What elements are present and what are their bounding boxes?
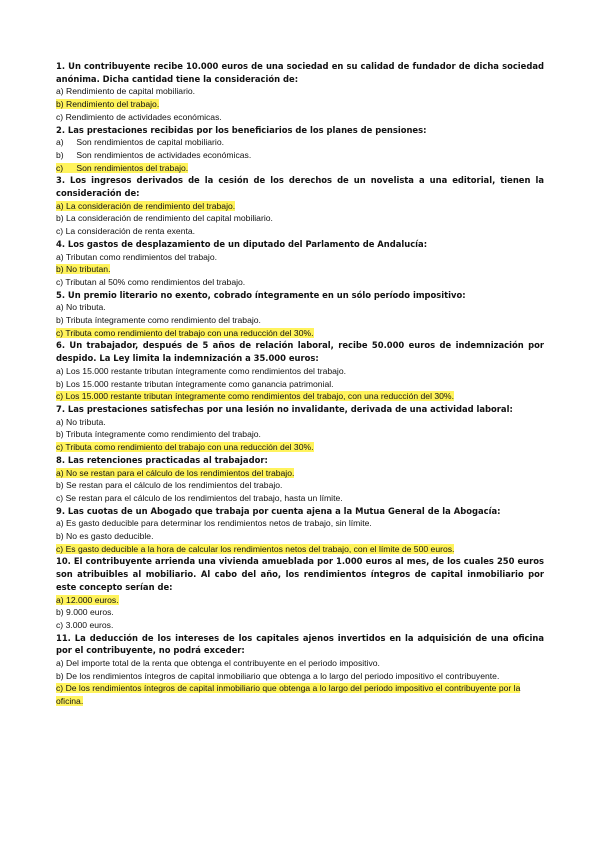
option-text: Los 15.000 restante tributan íntegramente como rendimientos del trabajo, con una reducción del 30%.	[65, 391, 454, 402]
option-letter: b)	[56, 480, 64, 491]
answer-option	[56, 390, 544, 403]
option-text: La consideración de renta exenta.	[65, 226, 196, 237]
option-text: Tributan al 50% como rendimientos del trabajo.	[65, 276, 246, 287]
option-letter: b)	[56, 149, 64, 160]
question-1: 1. Un contribuyente recibe 10.000 euros de una sociedad en su calidad de fundador de dicha sociedad anónima. Dicha cantidad tiene la consideración de:	[56, 61, 544, 84]
option-letter: b)	[56, 607, 64, 618]
option-letter: a)	[56, 365, 64, 376]
answer-option	[56, 606, 544, 619]
option-text: Rendimiento de capital mobiliario.	[66, 86, 196, 97]
option-text: Rendimiento del trabajo.	[66, 99, 160, 110]
answer-option	[56, 225, 544, 238]
answer-option	[56, 136, 544, 149]
option-letter: c)	[56, 442, 64, 453]
answer-option	[56, 200, 544, 213]
option-letter: c)	[56, 111, 64, 122]
option-text: 9.000 euros.	[66, 607, 114, 618]
option-text: Tributa como rendimiento del trabajo con una reducción del 30%.	[65, 327, 314, 338]
document-page	[56, 60, 544, 708]
question-4: 4. Los gastos de desplazamiento de un diputado del Parlamento de Andalucía:	[56, 238, 428, 249]
option-text: Es gasto deducible para determinar los rendimientos netos de trabajo, sin límite.	[66, 518, 372, 529]
option-text: De los rendimientos íntegros de capital inmobiliario que obtenga a lo largo del periodo impositivo el contribuyente por la oficina.	[56, 683, 521, 707]
question-11: 11. La deducción de los intereses de los capitales ajenos invertidos en la adquisición de una oficina por el contribuyente, no podrá exceder:	[56, 632, 544, 656]
option-text: 3.000 euros.	[65, 619, 114, 630]
answer-option	[56, 479, 544, 492]
option-text: 12.000 euros.	[66, 594, 119, 605]
option-text: Tributan como rendimientos del trabajo.	[65, 251, 217, 262]
question-5: 5. Un premio literario no exento, cobrado íntegramente en un sólo período impositivo:	[56, 289, 466, 300]
option-letter: a)	[56, 302, 64, 313]
option-text: No es gasto deducible.	[66, 531, 154, 542]
answer-option	[56, 594, 544, 607]
option-letter: a)	[56, 467, 64, 478]
option-letter: b)	[56, 429, 64, 440]
option-text: Se restan para el cálculo de los rendimientos del trabajo, hasta un límite.	[65, 492, 343, 503]
option-letter: c)	[56, 619, 64, 630]
option-text: Tributa íntegramente como rendimiento del trabajo.	[65, 429, 261, 440]
question-7: 7. Las prestaciones satisfechas por una lesión no invalidante, derivada de una actividad laboral:	[56, 403, 513, 414]
answer-option	[56, 327, 544, 340]
answer-option	[56, 111, 544, 124]
answer-option	[56, 212, 544, 225]
option-letter: a)	[56, 137, 64, 148]
answer-option	[56, 301, 544, 314]
answer-option	[56, 416, 544, 429]
option-text: Del importe total de la renta que obtenga el contribuyente en el periodo impositivo.	[66, 658, 380, 669]
option-text: Los 15.000 restante tributan íntegramente como rendimientos del trabajo.	[66, 365, 346, 376]
answer-option	[56, 251, 544, 264]
option-letter: a)	[56, 518, 64, 529]
answer-option	[56, 517, 544, 530]
option-text: La consideración de rendimiento del capital mobiliario.	[66, 213, 273, 224]
option-letter: c)	[56, 543, 64, 554]
option-letter: b)	[56, 378, 64, 389]
question-6: 6. Un trabajador, después de 5 años de relación laboral, recibe 50.000 euros de indemnización por despido. La Ley limita la indemnización a 35.000 euros:	[56, 340, 544, 364]
option-letter: a)	[56, 658, 64, 669]
option-text: No tributan.	[66, 264, 111, 275]
answer-option	[56, 314, 544, 327]
option-letter: c)	[56, 162, 64, 173]
option-text: Son rendimientos de actividades económicas.	[76, 149, 252, 160]
option-text: No tributa.	[66, 416, 106, 427]
question-10: 10. El contribuyente arrienda una vivienda amueblada por 1.000 euros al mes, de los cuales 250 euros son atribuibles al mobiliario. Al cabo del año, los rendimientos íntegros de capital inmobiliario por este concepto serían de:	[56, 556, 544, 592]
answer-option	[56, 149, 544, 162]
answer-option	[56, 162, 544, 175]
question-2: 2. Las prestaciones recibidas por los beneficiarios de los planes de pensiones:	[56, 124, 427, 135]
option-letter: b)	[56, 213, 64, 224]
answer-option	[56, 276, 544, 289]
answer-option	[56, 543, 544, 556]
option-letter: a)	[56, 594, 64, 605]
answer-option	[56, 85, 544, 98]
option-letter: c)	[56, 391, 64, 402]
option-text: No se restan para el cálculo de los rendimientos del trabajo.	[66, 467, 295, 478]
answer-option	[56, 378, 544, 391]
option-text: No tributa.	[66, 302, 106, 313]
option-text: Es gasto deducible a la hora de calcular los rendimientos netos del trabajo, con el límite de 500 euros.	[65, 543, 455, 554]
option-letter: b)	[56, 315, 64, 326]
option-text: De los rendimientos íntegros de capital inmobiliario que obtenga a lo largo del periodo impositivo el contribuyente.	[66, 670, 500, 681]
option-letter: a)	[56, 200, 64, 211]
answer-option	[56, 670, 544, 683]
option-letter: a)	[56, 416, 64, 427]
option-text: Rendimiento de actividades económicas.	[65, 111, 222, 122]
option-letter: c)	[56, 683, 64, 694]
option-letter: c)	[56, 276, 64, 287]
answer-option	[56, 657, 544, 670]
answer-option	[56, 428, 544, 441]
answer-option	[56, 530, 544, 543]
answer-option	[56, 98, 544, 111]
option-text: Se restan para el cálculo de los rendimientos del trabajo.	[66, 480, 283, 491]
option-letter: b)	[56, 531, 64, 542]
option-text: Tributa íntegramente como rendimiento del trabajo.	[65, 315, 261, 326]
option-letter: c)	[56, 226, 64, 237]
answer-option	[56, 263, 544, 276]
option-letter: c)	[56, 327, 64, 338]
answer-option	[56, 365, 544, 378]
answer-option	[56, 467, 544, 480]
option-letter: b)	[56, 670, 64, 681]
question-3: 3. Los ingresos derivados de la cesión de los derechos de un novelista a una editorial, tienen la consideración de:	[56, 175, 544, 199]
answer-option	[56, 619, 544, 632]
option-letter: a)	[56, 86, 64, 97]
question-9: 9. Las cuotas de un Abogado que trabaja por cuenta ajena a la Mutua General de la Abogacía:	[56, 505, 501, 516]
question-8: 8. Las retenciones practicadas al trabajador:	[56, 454, 268, 465]
option-text: Son rendimientos del trabajo.	[76, 162, 189, 173]
answer-option	[56, 492, 544, 505]
option-text: La consideración de rendimiento del trabajo.	[66, 200, 236, 211]
option-text: Los 15.000 restante tributan íntegramente como ganancia patrimonial.	[66, 378, 334, 389]
option-letter: c)	[56, 492, 64, 503]
answer-option	[56, 682, 544, 707]
option-text: Tributa como rendimiento del trabajo con una reducción del 30%.	[65, 442, 314, 453]
option-letter: a)	[56, 251, 64, 262]
answer-option	[56, 441, 544, 454]
option-letter: b)	[56, 264, 64, 275]
option-letter: b)	[56, 99, 64, 110]
option-text: Son rendimientos de capital mobiliario.	[76, 137, 224, 148]
